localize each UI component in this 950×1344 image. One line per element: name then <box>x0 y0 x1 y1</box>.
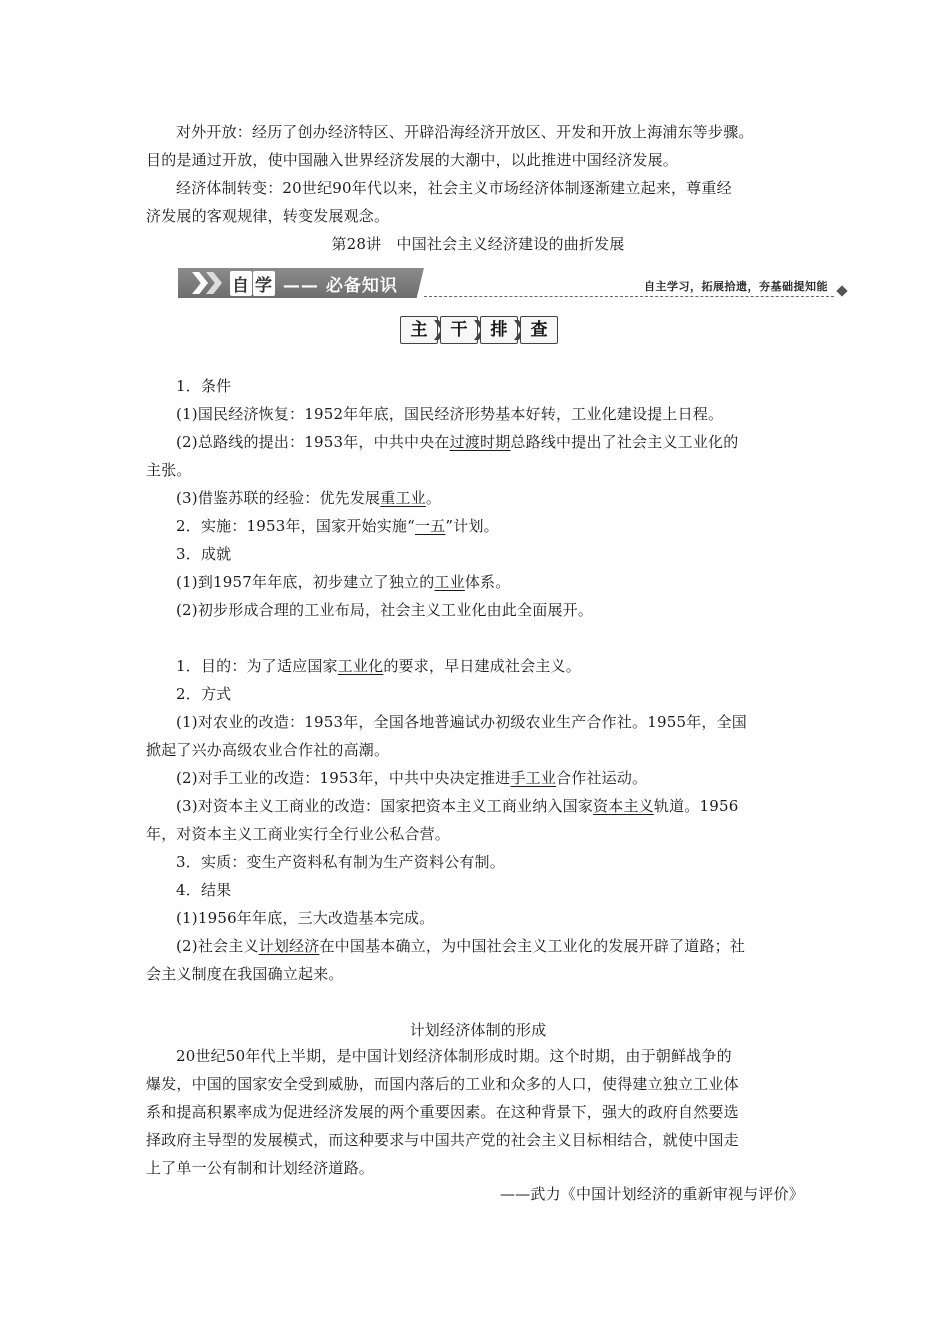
s1-line-5-text: (3)借鉴苏联的经验：优先发展 <box>176 489 381 507</box>
lecture-title: 第28讲 中国社会主义经济建设的曲折发展 <box>331 235 625 253</box>
s1-line-6-text: 2．实施：1953年，国家开始实施“ <box>176 517 415 535</box>
s2-line-5-underlined: 手工业 <box>510 769 557 787</box>
s2-line-1 <box>146 655 840 677</box>
s2-line-5-text: (2)对手工业的改造：1953年，中共中央决定推进 <box>176 769 511 787</box>
s1-line-8 <box>146 571 840 593</box>
s1-line-3-underlined: 过渡时期 <box>449 433 511 451</box>
banner-title-rest: —— 必备知识 <box>282 276 398 296</box>
heading-char-2 <box>440 316 478 344</box>
heading-char-1 <box>400 316 438 344</box>
s2-line-4: 掀起了兴办高级农业合作社的高潮。 <box>146 741 390 759</box>
s2-line-7: 年，对资本主义工商业实行全行业公私合营。 <box>146 825 451 843</box>
s2-line-6-text-end: 轨道。1956 <box>653 797 739 815</box>
reading-title: 计划经济体制的形成 <box>409 1021 547 1039</box>
heading-char-3-text: 排 <box>490 320 508 340</box>
s1-line-3-text: (2)总路线的提出：1953年，中共中央在 <box>176 433 450 451</box>
s1-line-9: (2)初步形成合理的工业布局，社会主义工业化由此全面展开。 <box>176 601 594 619</box>
s1-line-5-underlined: 重工业 <box>380 489 426 507</box>
s2-line-8: 3．实质：变生产资料私有制为生产资料公有制。 <box>176 853 505 871</box>
reading-source: ——武力《中国计划经济的重新审视与评价》 <box>499 1185 804 1203</box>
s1-line-6 <box>146 515 840 537</box>
s1-line-6-underlined: 一五 <box>415 517 446 535</box>
banner-dashed-rule <box>424 296 834 297</box>
s1-line-5-text-end: 。 <box>425 489 442 507</box>
s2-line-6-underlined: 资本主义 <box>593 797 654 815</box>
s2-line-9: 4．结果 <box>176 881 232 899</box>
heading-char-1-text: 主 <box>410 320 428 340</box>
s2-line-11-text-end: 在中国基本确立，为中国社会主义工业化的发展开辟了道路；社 <box>319 937 746 955</box>
s1-line-8-text-end: 体系。 <box>464 573 511 591</box>
intro-paragraph-2-line-2: 济发展的客观规律，转变发展观念。 <box>146 207 390 225</box>
s1-line-6-text-end: ”计划。 <box>445 517 499 535</box>
heading-char-3 <box>480 316 518 344</box>
s2-line-11-text: (2)社会主义 <box>176 937 259 955</box>
s1-line-1: 1．条件 <box>176 377 232 395</box>
s1-line-3 <box>146 431 840 453</box>
s2-line-2: 2．方式 <box>176 685 232 703</box>
s2-line-5 <box>146 767 840 789</box>
s2-line-10: (1)1956年年底，三大改造基本完成。 <box>176 909 435 927</box>
heading-char-2-text: 干 <box>450 320 468 340</box>
s2-line-5-text-end: 合作社运动。 <box>556 769 648 787</box>
s2-line-6 <box>146 795 840 817</box>
diamond-icon <box>836 285 847 296</box>
heading-char-4 <box>520 316 558 344</box>
intro-paragraph-2-line-1: 经济体制转变：20世纪90年代以来，社会主义市场经济体制逐渐建立起来，尊重经 <box>176 179 732 197</box>
s1-line-2: (1)国民经济恢复：1952年年底，国民经济形势基本好转，工业化建设提上日程。 <box>176 405 724 423</box>
s2-line-11 <box>146 935 840 957</box>
s1-line-8-underlined: 工业 <box>434 573 465 591</box>
s2-line-12: 会主义制度在我国确立起来。 <box>146 965 344 983</box>
section-banner <box>178 268 848 300</box>
reading-line-1: 20世纪50年代上半期，是中国计划经济体制形成时期。这个时期，由于朝鲜战争的 <box>176 1047 732 1065</box>
s2-line-3: (1)对农业的改造：1953年，全国各地普遍试办初级农业生产合作社。1955年，全国 <box>176 713 747 731</box>
banner-slogan: 自主学习，拓展拾遗，夯基础提知能 <box>644 280 828 293</box>
reading-line-2: 爆发，中国的国家安全受到威胁，而国内落后的工业和众多的人口，使得建立独立工业体 <box>146 1075 739 1093</box>
intro-paragraph-1-line-2: 目的是通过开放，使中国融入世界经济发展的大潮中，以此推进中国经济发展。 <box>146 151 679 169</box>
s1-line-3-text-end: 总路线中提出了社会主义工业化的 <box>510 433 739 451</box>
s1-line-4: 主张。 <box>146 461 192 479</box>
banner-title-char-2: 学 <box>253 271 275 296</box>
section-heading-tabs <box>400 316 560 346</box>
banner-title-char-1: 自 <box>230 271 252 296</box>
intro-paragraph-1-line-1: 对外开放：经历了创办经济特区、开辟沿海经济开放区、开发和开放上海浦东等步骤。 <box>176 123 754 141</box>
reading-line-3: 系和提高积累率成为促进经济发展的两个重要因素。在这种背景下，强大的政府自然要选 <box>146 1103 739 1121</box>
s2-line-1-text-end: 的要求，早日建成社会主义。 <box>383 657 581 675</box>
reading-line-4: 择政府主导型的发展模式，而这种要求与中国共产党的社会主义目标相结合，就使中国走 <box>146 1131 739 1149</box>
s1-line-7: 3．成就 <box>176 545 232 563</box>
s2-line-11-underlined: 计划经济 <box>258 937 320 955</box>
heading-char-4-text: 查 <box>530 320 548 340</box>
reading-line-5: 上了单一公有制和计划经济道路。 <box>146 1159 375 1177</box>
s2-line-6-text: (3)对资本主义工商业的改造：国家把资本主义工商业纳入国家 <box>176 797 594 815</box>
s1-line-5 <box>146 487 840 509</box>
s1-line-8-text: (1)到1957年年底，初步建立了独立的 <box>176 573 435 591</box>
banner-title <box>230 271 398 296</box>
s2-line-1-underlined: 工业化 <box>337 657 384 675</box>
s2-line-1-text: 1．目的：为了适应国家 <box>176 657 338 675</box>
